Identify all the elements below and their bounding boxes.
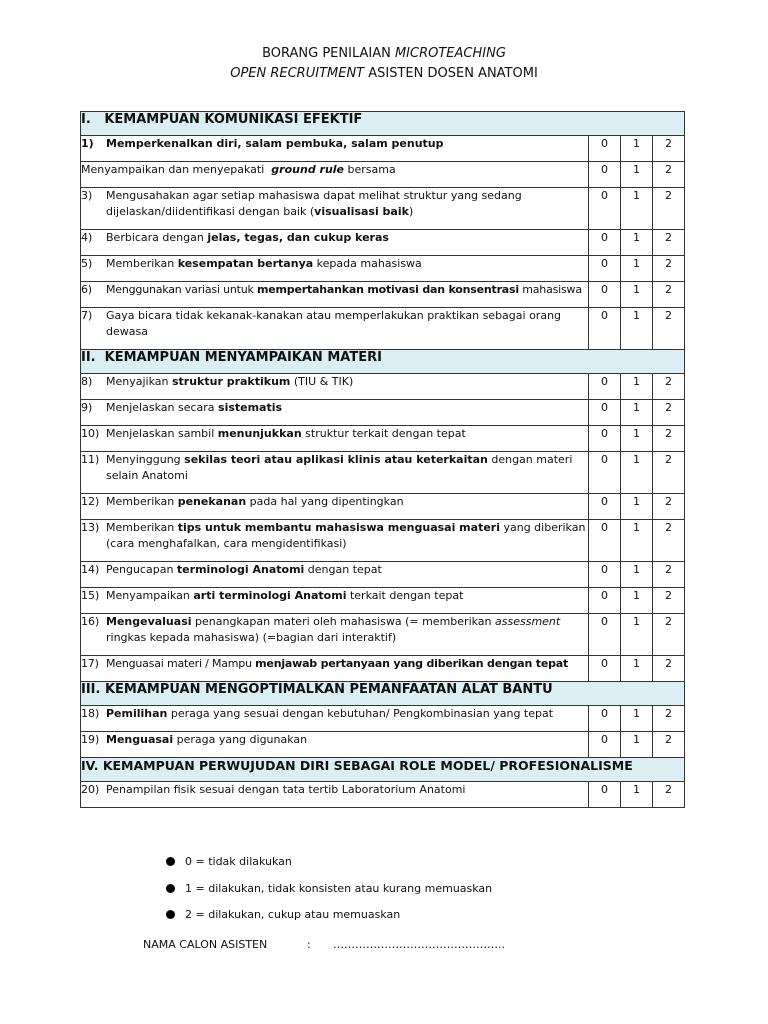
table-row — [81, 520, 685, 562]
score-0-cell[interactable]: 0 — [589, 426, 621, 452]
item-text: Berbicara dengan — [106, 231, 208, 244]
criterion-cell — [81, 706, 589, 732]
table-row — [81, 162, 685, 188]
item-number: 15) — [81, 589, 100, 602]
score-1-cell[interactable]: 1 — [621, 782, 653, 808]
item-number: 11) — [81, 453, 100, 466]
table-row — [81, 374, 685, 400]
table-row — [81, 426, 685, 452]
title-text: ASISTEN DOSEN ANATOMI — [364, 66, 538, 81]
item-number: 14) — [81, 563, 100, 576]
item-text: Menyinggung — [106, 453, 185, 466]
score-2-cell[interactable]: 2 — [653, 520, 685, 562]
section-heading: IV. KEMAMPUAN PERWUJUDAN DIRI SEBAGAI ROLE MODEL/ PROFESIONALISME — [81, 758, 685, 782]
score-1-cell[interactable]: 1 — [621, 136, 653, 162]
form-title-line-2 — [0, 66, 768, 81]
section-heading: II. KEMAMPUAN MENYAMPAIKAN MATERI — [81, 350, 685, 374]
score-1-cell[interactable]: 1 — [621, 374, 653, 400]
item-text-bold: arti terminologi Anatomi — [193, 589, 347, 602]
score-2-cell[interactable]: 2 — [653, 162, 685, 188]
item-number: 17) — [81, 657, 99, 670]
title-emphasis: OPEN RECRUITMENT — [230, 66, 365, 81]
item-text: Menyajikan — [106, 375, 172, 388]
score-0-cell[interactable]: 0 — [589, 188, 621, 230]
criterion-cell — [81, 452, 589, 494]
score-1-cell[interactable]: 1 — [621, 162, 653, 188]
score-0-cell[interactable]: 0 — [589, 782, 621, 808]
table-row — [81, 230, 685, 256]
section-heading: III. KEMAMPUAN MENGOPTIMALKAN PEMANFAATAN ALAT BANTU — [81, 682, 685, 706]
item-text: pada hal yang dipentingkan — [246, 495, 404, 508]
score-0-cell[interactable]: 0 — [589, 308, 621, 350]
criterion-cell — [81, 400, 589, 426]
item-number: 7) — [81, 309, 93, 322]
table-row — [81, 188, 685, 230]
title-emphasis: MICROTEACHING — [394, 46, 506, 61]
item-text-bold: mempertahankan motivasi dan konsentrasi — [257, 283, 519, 296]
score-2-cell[interactable]: 2 — [653, 562, 685, 588]
score-2-cell[interactable]: 2 — [653, 230, 685, 256]
score-2-cell[interactable]: 2 — [653, 706, 685, 732]
score-1-cell[interactable]: 1 — [621, 452, 653, 494]
score-1-cell[interactable]: 1 — [621, 188, 653, 230]
score-2-cell[interactable]: 2 — [653, 452, 685, 494]
table-row — [81, 494, 685, 520]
item-text-bold: struktur praktikum — [171, 375, 291, 388]
section-heading: I. KEMAMPUAN KOMUNIKASI EFEKTIF — [81, 112, 685, 136]
score-2-cell[interactable]: 2 — [653, 136, 685, 162]
score-0-cell[interactable]: 0 — [589, 520, 621, 562]
score-2-cell[interactable]: 2 — [653, 188, 685, 230]
score-2-cell[interactable]: 2 — [653, 308, 685, 350]
criterion-cell — [81, 256, 589, 282]
candidate-name-colon: : — [307, 938, 311, 951]
score-1-cell[interactable]: 1 — [621, 308, 653, 350]
item-text: kepada mahasiswa — [313, 257, 422, 270]
score-0-cell[interactable]: 0 — [589, 282, 621, 308]
score-1-cell[interactable]: 1 — [621, 656, 653, 682]
table-row — [81, 656, 685, 682]
criterion-cell — [81, 656, 589, 682]
item-number: 3) — [81, 189, 93, 202]
criterion-cell — [81, 494, 589, 520]
title-text: BORANG PENILAIAN — [262, 46, 395, 61]
table-row — [81, 588, 685, 614]
criterion-cell — [81, 308, 589, 350]
item-number: 10) — [81, 427, 100, 440]
item-text: Memperkenalkan diri, salam pembuka, salam penutup — [106, 137, 444, 150]
item-number: 9) — [81, 401, 93, 414]
score-0-cell[interactable]: 0 — [589, 374, 621, 400]
item-text: bersama — [344, 163, 396, 176]
item-text-bold: visualisasi baik — [314, 205, 409, 218]
criterion-cell — [81, 520, 589, 562]
assessment-table — [80, 111, 685, 808]
table-row — [81, 782, 685, 808]
score-1-cell[interactable]: 1 — [621, 256, 653, 282]
score-0-cell[interactable]: 0 — [589, 732, 621, 758]
legend-item — [166, 882, 492, 895]
score-0-cell[interactable]: 0 — [589, 588, 621, 614]
item-text-bold: sekilas teori atau aplikasi klinis atau keterkaitan — [184, 453, 488, 466]
item-number: 13) — [81, 521, 100, 534]
score-0-cell[interactable]: 0 — [589, 400, 621, 426]
criterion-cell — [81, 562, 589, 588]
score-1-cell[interactable]: 1 — [621, 400, 653, 426]
score-2-cell[interactable]: 2 — [653, 374, 685, 400]
table-row — [81, 256, 685, 282]
score-2-cell[interactable]: 2 — [653, 782, 685, 808]
score-0-cell[interactable]: 0 — [589, 614, 621, 656]
score-1-cell[interactable]: 1 — [621, 588, 653, 614]
score-1-cell[interactable]: 1 — [621, 732, 653, 758]
score-0-cell[interactable]: 0 — [589, 562, 621, 588]
score-1-cell[interactable]: 1 — [621, 614, 653, 656]
item-text-bold: tips untuk membantu mahasiswa menguasai materi — [177, 521, 500, 534]
criterion-cell — [81, 426, 589, 452]
item-text: yang diberikan (cara menghafalkan, cara mengidentifikasi) — [106, 521, 586, 550]
legend-text: 2 = dilakukan, cukup atau memuaskan — [185, 908, 401, 921]
item-text: Pengucapan — [106, 563, 177, 576]
criterion-cell — [81, 230, 589, 256]
item-number: 19) — [81, 733, 100, 746]
item-text-bold: Pemilihan — [106, 707, 168, 720]
legend-item — [166, 908, 400, 921]
item-text: struktur terkait dengan tepat — [301, 427, 466, 440]
item-text-bold: menunjukkan — [217, 427, 302, 440]
item-text-bold: jelas, tegas, dan cukup keras — [207, 231, 389, 244]
item-text-bold: kesempatan bertanya — [177, 257, 314, 270]
table-row — [81, 282, 685, 308]
section-row — [81, 682, 685, 706]
table-row — [81, 706, 685, 732]
item-number: 16) — [81, 615, 100, 628]
candidate-name-field[interactable]: ……………………………………….. — [333, 938, 505, 951]
item-text-bold: menjawab pertanyaan yang diberikan dengan tepat — [255, 657, 569, 670]
item-text-italic: assessment — [495, 615, 561, 628]
score-1-cell[interactable]: 1 — [621, 494, 653, 520]
score-1-cell[interactable]: 1 — [621, 520, 653, 562]
criterion-cell — [81, 162, 589, 188]
score-0-cell[interactable]: 0 — [589, 256, 621, 282]
table-row — [81, 308, 685, 350]
item-text-bold: terminologi Anatomi — [176, 563, 305, 576]
table-row — [81, 614, 685, 656]
table-row — [81, 136, 685, 162]
score-2-cell[interactable]: 2 — [653, 282, 685, 308]
score-1-cell[interactable]: 1 — [621, 706, 653, 732]
table-row — [81, 562, 685, 588]
item-number: 6) — [81, 283, 92, 296]
item-text: Memberikan — [106, 495, 178, 508]
item-number: 12) — [81, 495, 100, 508]
criterion-cell — [81, 614, 589, 656]
item-text: Memberikan — [106, 521, 178, 534]
item-text: Memberikan — [106, 257, 178, 270]
criterion-cell — [81, 282, 589, 308]
item-text: penangkapan materi oleh mahasiswa (= memberikan — [191, 615, 496, 628]
item-text: Menguasai materi / Mampu — [106, 657, 256, 670]
item-number: 1) — [81, 137, 94, 150]
item-text-bold: sistematis — [218, 401, 283, 414]
criterion-cell — [81, 588, 589, 614]
criterion-cell — [81, 188, 589, 230]
item-text: ) — [408, 205, 414, 218]
item-text-bold: Mengevaluasi — [106, 615, 192, 628]
score-2-cell[interactable]: 2 — [653, 732, 685, 758]
score-1-cell[interactable]: 1 — [621, 282, 653, 308]
item-text: peraga yang digunakan — [173, 733, 308, 746]
item-text-bold: penekanan — [177, 495, 247, 508]
score-2-cell[interactable]: 2 — [653, 588, 685, 614]
item-text-emphasis: ground rule — [271, 163, 345, 176]
item-text: Gaya bicara tidak kekanak-kanakan atau memperlakukan praktikan sebagai orang dewasa — [106, 309, 562, 338]
score-0-cell[interactable]: 0 — [589, 656, 621, 682]
item-text: (TIU & TIK) — [290, 375, 354, 388]
table-row — [81, 732, 685, 758]
item-text: Penampilan fisik sesuai dengan tata tertib Laboratorium Anatomi — [106, 783, 466, 796]
bullet-icon — [166, 857, 175, 866]
score-2-cell[interactable]: 2 — [653, 614, 685, 656]
item-text-bold: Menguasai — [106, 733, 174, 746]
item-number: 18) — [81, 707, 100, 720]
score-1-cell[interactable]: 1 — [621, 426, 653, 452]
score-1-cell[interactable]: 1 — [621, 562, 653, 588]
score-2-cell[interactable]: 2 — [653, 400, 685, 426]
legend-text: 0 = tidak dilakukan — [185, 855, 292, 868]
score-2-cell[interactable]: 2 — [653, 426, 685, 452]
item-text: Menggunakan variasi untuk — [106, 283, 258, 296]
legend-item — [166, 855, 292, 868]
score-2-cell[interactable]: 2 — [653, 656, 685, 682]
item-text: terkait dengan tepat — [346, 589, 464, 602]
item-number: 8) — [81, 375, 93, 388]
legend-text: 1 = dilakukan, tidak konsisten atau kurang memuaskan — [185, 882, 493, 895]
item-text: Menyampaikan dan menyepakati — [81, 163, 272, 176]
score-2-cell[interactable]: 2 — [653, 256, 685, 282]
item-number: 20) — [81, 783, 100, 796]
form-title-line-1 — [0, 46, 768, 61]
score-0-cell[interactable]: 0 — [589, 230, 621, 256]
item-text: Menjelaskan secara — [106, 401, 219, 414]
item-text: Mengusahakan agar setiap mahasiswa dapat melihat struktur yang sedang dijelaskan/diidentifikasi dengan baik ( — [106, 189, 522, 218]
score-0-cell[interactable]: 0 — [589, 136, 621, 162]
score-0-cell[interactable]: 0 — [589, 452, 621, 494]
item-text: ringkas kepada mahasiswa) (=bagian dari interaktif) — [106, 631, 397, 644]
item-text: dengan materi selain Anatomi — [106, 453, 573, 482]
score-2-cell[interactable]: 2 — [653, 494, 685, 520]
table-row — [81, 400, 685, 426]
score-0-cell[interactable]: 0 — [589, 162, 621, 188]
candidate-name-label: NAMA CALON ASISTEN — [143, 938, 268, 951]
criterion-cell — [81, 732, 589, 758]
item-text: mahasiswa — [518, 283, 582, 296]
criterion-cell — [81, 136, 589, 162]
item-text: dengan tepat — [304, 563, 382, 576]
criterion-cell — [81, 374, 589, 400]
item-text: Menyampaikan — [106, 589, 194, 602]
section-row — [81, 350, 685, 374]
item-number: 4) — [81, 231, 93, 244]
score-0-cell[interactable]: 0 — [589, 494, 621, 520]
item-number: 5) — [81, 257, 93, 270]
item-text: Menjelaskan sambil — [106, 427, 218, 440]
table-row — [81, 452, 685, 494]
criterion-cell — [81, 782, 589, 808]
section-row — [81, 758, 685, 782]
score-1-cell[interactable]: 1 — [621, 230, 653, 256]
section-row — [81, 112, 685, 136]
item-text: peraga yang sesuai dengan kebutuhan/ Pengkombinasian yang tepat — [167, 707, 554, 720]
bullet-icon — [166, 884, 175, 893]
score-0-cell[interactable]: 0 — [589, 706, 621, 732]
bullet-icon — [166, 910, 175, 919]
